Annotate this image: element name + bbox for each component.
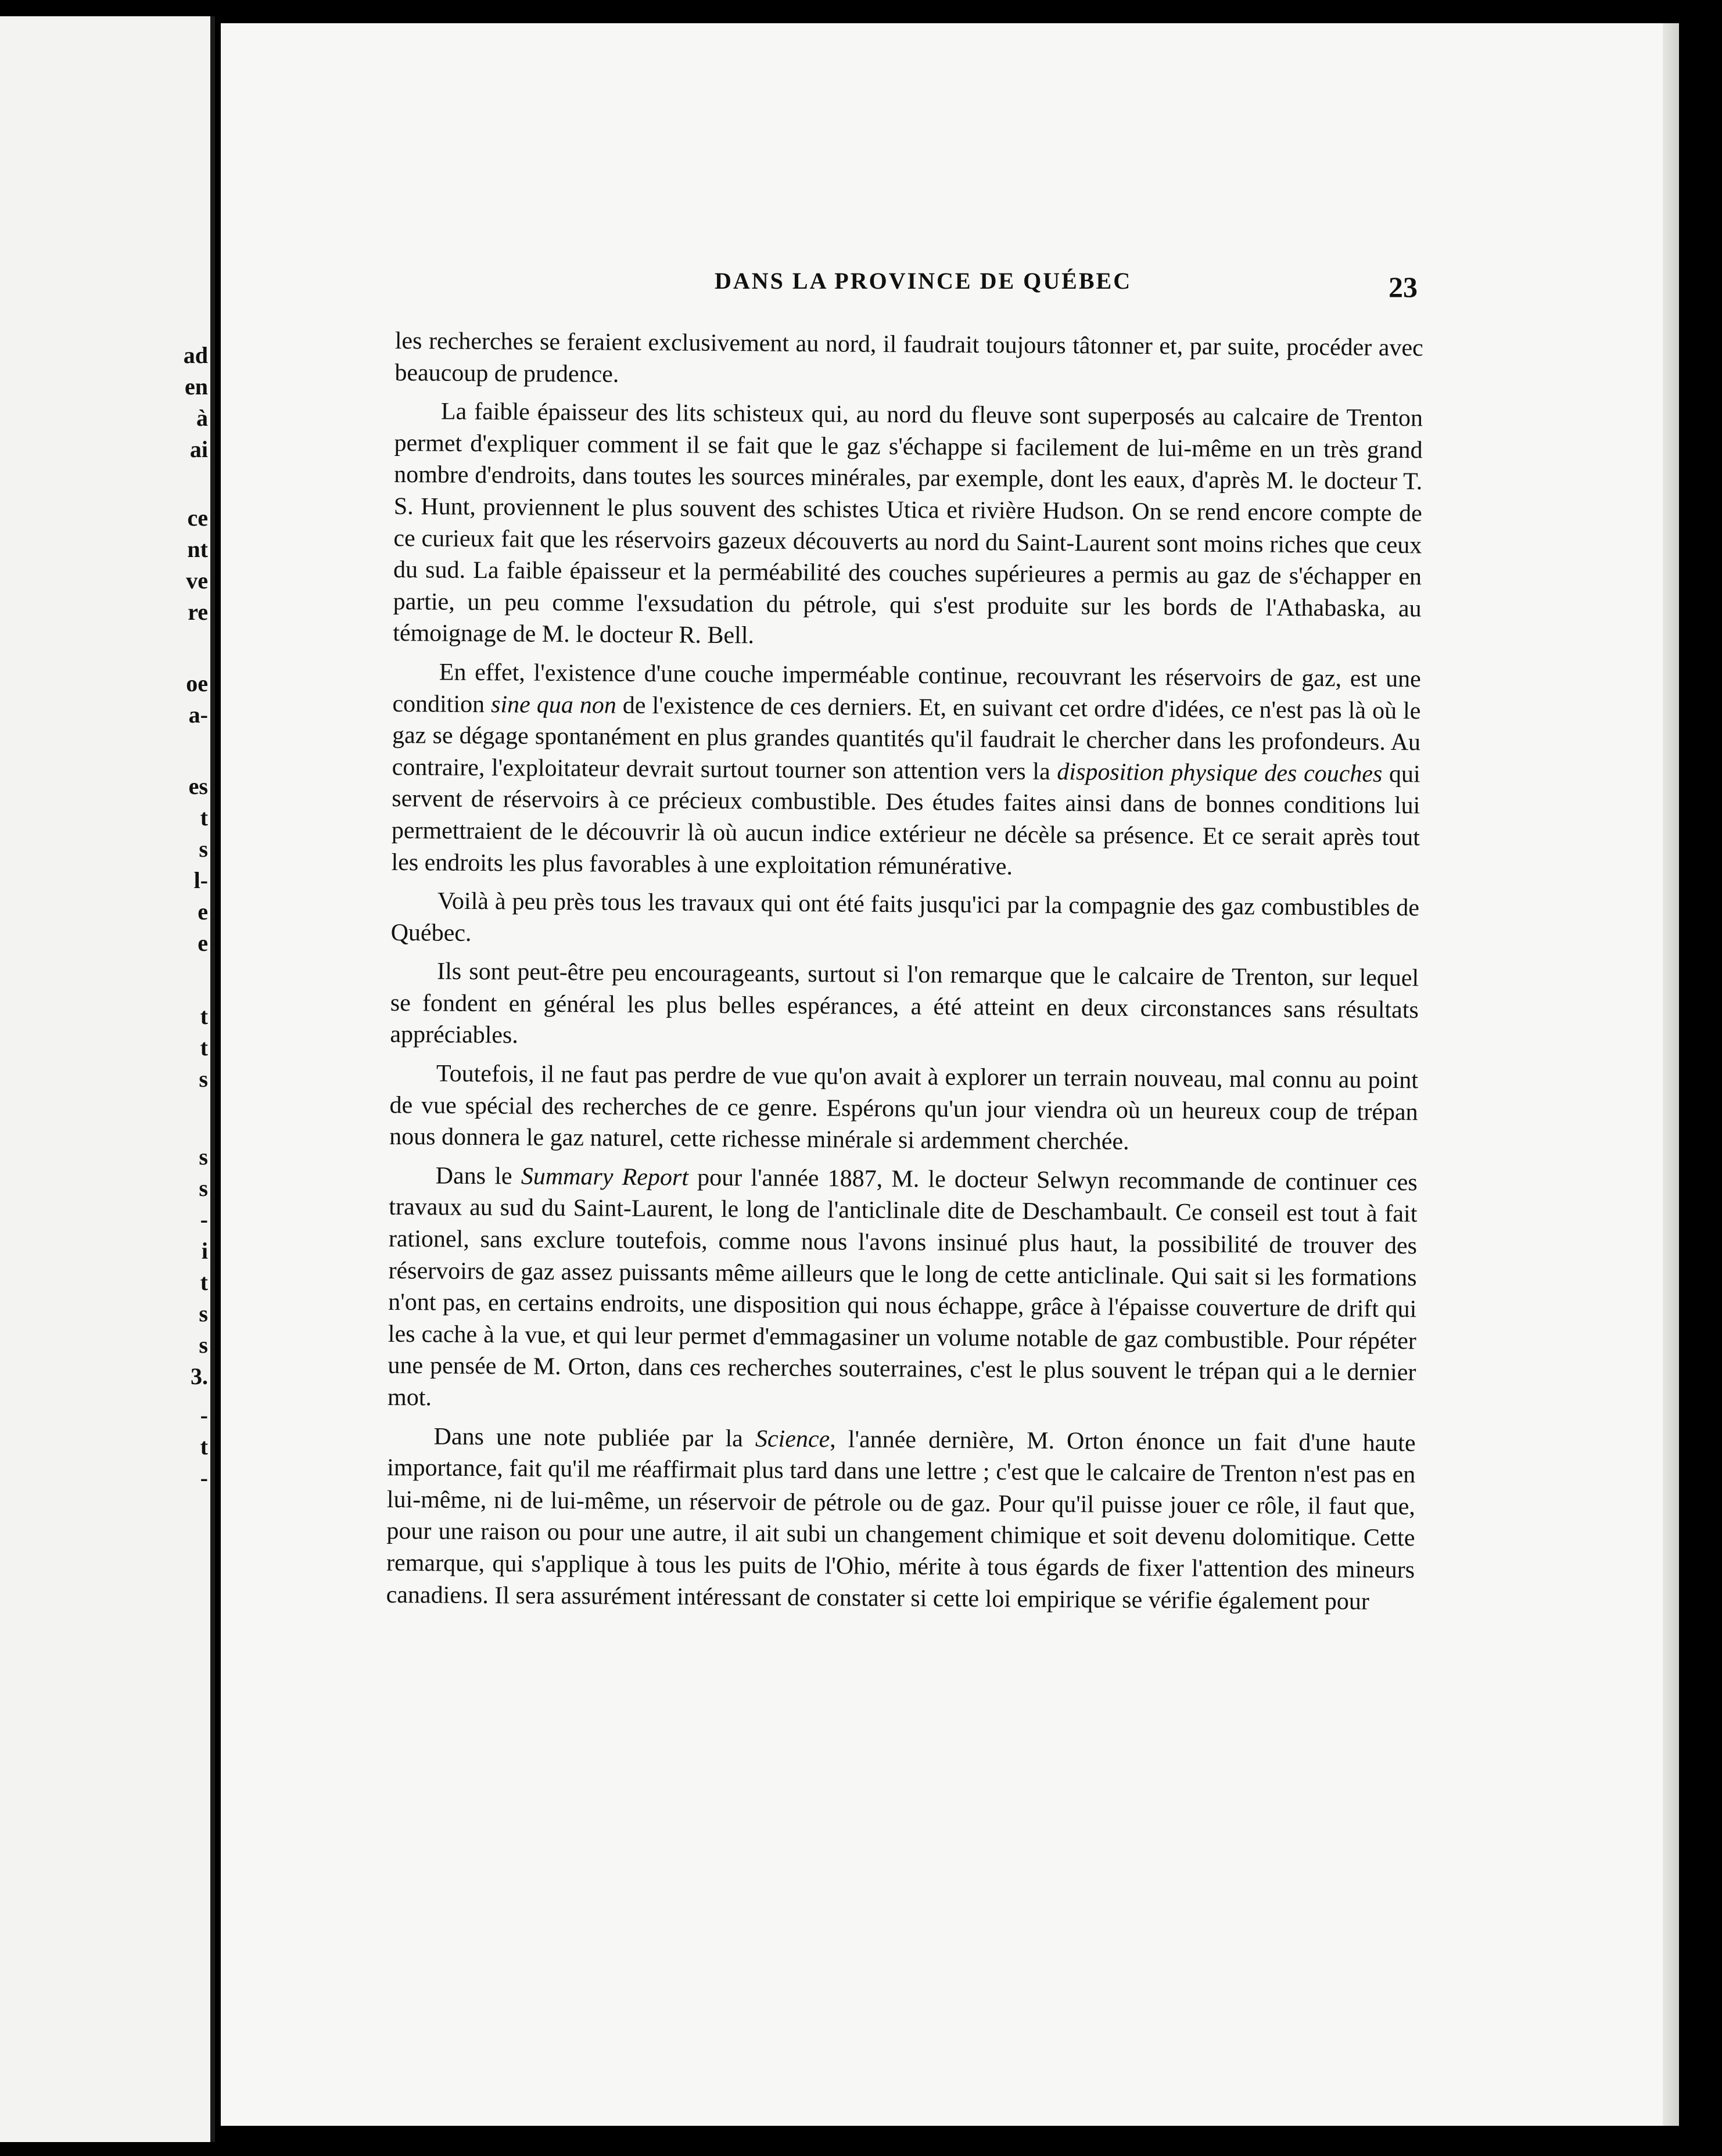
text-run: Voilà à peu près tous les travaux qui ont été faits jusqu'ici par la compagnie des gaz combustibles de Québec. [390, 887, 1420, 947]
text-run: les recherches se feraient exclusivement au nord, il faudrait toujours tâtonner et, par suite, procéder avec beaucoup de prudence. [394, 327, 1423, 388]
facing-page-line-end: i [201, 1238, 208, 1264]
text-run: , l'année dernière, M. Orton énonce un fait d'une haute importance, fait qu'il me réaffirmait plus tard dans une lettre ; c'est que le calcaire de Trenton n'est pas en lui-même, ni de lui-même, un réservoir de pétrole ou de gaz. Pour qu'il puisse jouer ce rôle, il faut que, pour une raison ou pour une autre, il ait subi un changement chimique et soit devenu dolomitique. Cette remarque, qui s'applique à tous les puits de l'Ohio, mérite à tous égards de fixer l'attention des mineurs canadiens. Il sera assurément intéressant de constater si cette loi empirique se vérifie également pour [386, 1425, 1416, 1615]
text-run: qui servent de réservoirs à ce précieux combustible. Des études faites ainsi dans de bonnes conditions lui permettraient de le découvrir là où aucun indice extérieur ne décèle sa présence. Et ce serait après tout les endroits les plus favorables à une exploitation rémunérative. [391, 760, 1420, 880]
page-edge-shadow [1663, 23, 1679, 2126]
facing-page-line-end: - [200, 1206, 208, 1232]
facing-page-line-end: oe [186, 670, 208, 696]
italic-phrase: Summary Report [521, 1163, 689, 1191]
facing-page-line-end: s [199, 1066, 208, 1092]
paragraph [391, 656, 1421, 886]
facing-page-line-end: s [199, 1332, 208, 1358]
text-run: Dans une note publiée par la [433, 1423, 756, 1452]
facing-page-line-end: e [198, 930, 208, 956]
paragraph [394, 325, 1423, 396]
facing-page-line-end: ce [187, 505, 208, 531]
text-run: Toutefois, il ne faut pas perdre de vue qu'on avait à explorer un terrain nouveau, mal connu au point de vue spécial des recherches de ce genre. Espérons qu'un jour viendra où un heureux coup de trépan nous donnera le gaz naturel, cette richesse minérale si ardemment cherchée. [389, 1060, 1419, 1156]
text-run: La faible épaisseur des lits schisteux qui, au nord du fleuve sont superposés au calcaire de Trenton permet d'expliquer comment il se fait que le gaz s'échappe si facilement de lui-même en un très grand nombre d'endroits, dans toutes les sources minérales, par exemple, dont les eaux, d'après M. le docteur T. S. Hunt, proviennent le plus souvent des schistes Utica et rivière Hudson. On se rend encore compte de ce curieux fait que les réservoirs gazeux découverts au nord du Saint-Laurent sont moins riches que ceux du sud. La faible épaisseur et la perméabilité des couches supérieures a permis au gaz de s'échapper en partie, un peu comme l'exsudation du pétrole, qui s'est produite sur les bords de l'Athabaska, au témoignage de M. le docteur R. Bell. [393, 398, 1423, 649]
text-run: Dans le [435, 1162, 521, 1190]
facing-page-line-end: es [188, 773, 208, 799]
facing-page-line-end: s [199, 836, 208, 862]
facing-page-line-end: t [200, 804, 208, 831]
facing-page-line-end: s [199, 1300, 208, 1327]
facing-page-line-end: a- [188, 702, 208, 728]
paragraph [389, 1058, 1418, 1160]
facing-page-line-end: ad [183, 342, 208, 368]
facing-page-line-end: s [199, 1175, 208, 1201]
facing-page-line-end: l- [193, 867, 208, 893]
facing-page-line-end: s [199, 1144, 208, 1170]
facing-page-line-end: à [196, 405, 208, 431]
facing-page-line-end: t [200, 1269, 208, 1295]
facing-page-fragment [0, 16, 215, 2142]
facing-page-line-end: - [200, 1465, 208, 1491]
paragraph [388, 1160, 1418, 1421]
text-run: pour l'année 1887, M. le docteur Selwyn recommande de continuer ces travaux au sud du Saint-Laurent, le long de l'anticlinale dite de Deschambault. Ce conseil est tout à fait rationel, sans exclure toutefois, comme nous l'avons insinué plus haut, la possibilité de trouver des réservoirs de gaz assez puissants même ailleurs que le long de cette anticlinale. Qui sait si les formations n'ont pas, en certains endroits, une disposition qui nous échappe, grâce à l'épaisse couverture de drift qui les cache à la vue, et qui leur permet d'emmagasiner un volume notable de gaz combustible. Pour répéter une pensée de M. Orton, dans ces recherches souterraines, c'est le plus souvent le trépan qui a le dernier mot. [387, 1164, 1418, 1411]
facing-page-line-end: ai [189, 436, 208, 462]
paragraph [391, 885, 1420, 956]
facing-page-line-end: ve [186, 567, 208, 594]
running-head: DANS LA PROVINCE DE QUÉBEC [715, 268, 1132, 294]
italic-phrase: sine qua non [490, 691, 617, 719]
italic-phrase: Science [755, 1425, 830, 1453]
facing-page-line-end: t [200, 1034, 208, 1061]
text-run: En effet, l'existence d'une couche imperméable continue, recouvrant les réservoirs de gaz, est une condition [392, 659, 1421, 718]
facing-page-line-end: 3. [191, 1363, 208, 1389]
facing-page-line-end: nt [187, 536, 208, 562]
paragraph [393, 396, 1423, 656]
facing-page-line-end: t [200, 1433, 208, 1460]
facing-page-line-end: t [200, 1003, 208, 1029]
text-run: Ils sont peut-être peu encourageants, surtout si l'on remarque que le calcaire de Trenton, sur lequel se fondent en général les plus belles espérances, a été atteint en deux circonstances sans résultats appréciables. [390, 958, 1419, 1049]
paragraph [390, 955, 1419, 1058]
facing-page-line-end: en [185, 373, 208, 400]
page-number: 23 [1389, 271, 1418, 303]
paragraph [386, 1421, 1416, 1618]
italic-phrase: disposition physique des couches [1057, 758, 1383, 788]
text-run: de l'existence de ces derniers. Et, en suivant cet ordre d'idées, ce n'est pas là où le gaz se dégage spontanément en plus grandes quantités qu'il faudrait le chercher dans les profondeurs. Au contraire, l'exploitateur devrait surtout tourner son attention vers la [392, 692, 1421, 785]
facing-page-line-end: re [188, 599, 208, 625]
facing-page-line-end: e [198, 899, 208, 925]
facing-page-line-end: - [200, 1402, 208, 1428]
body-text [385, 325, 1423, 1842]
page [221, 23, 1679, 2126]
